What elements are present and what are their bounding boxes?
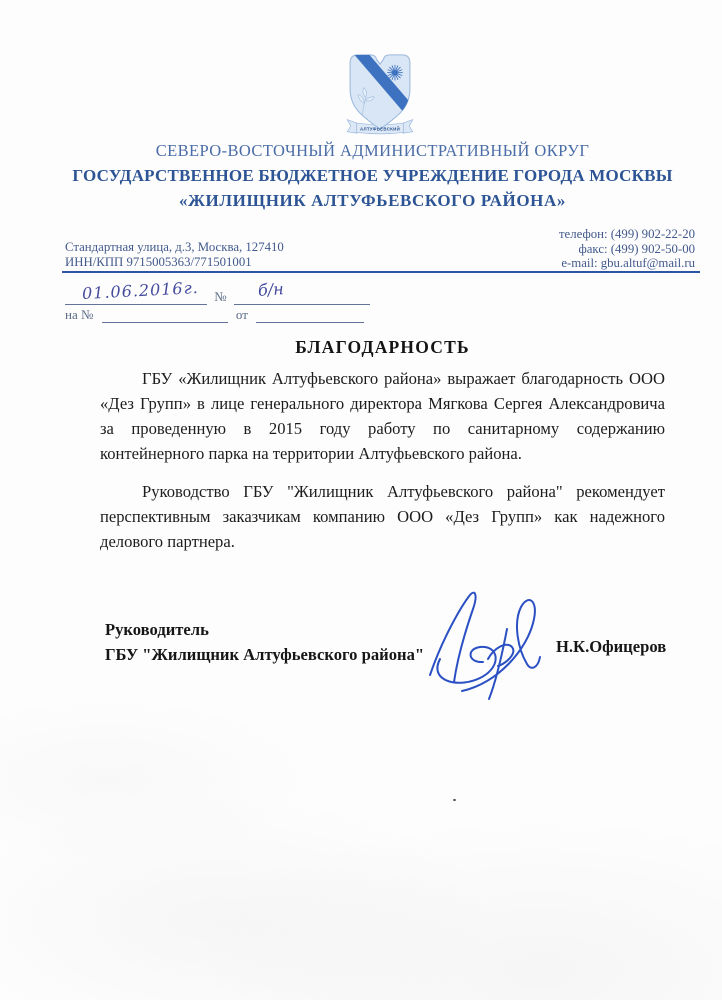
signer-position-line1: Руководитель bbox=[105, 620, 209, 639]
district-coat-of-arms-icon bbox=[334, 52, 426, 136]
handwritten-date: 01.06.2016г. bbox=[81, 277, 200, 304]
address-line: Стандартная улица, д.3, Москва, 127410 bbox=[65, 240, 284, 254]
organization-name: «ЖИЛИЩНИК АЛТУФЬЕВСКОГО РАЙОНА» bbox=[179, 191, 566, 210]
ribbon-right-fold bbox=[403, 120, 413, 134]
email-line: e-mail: gbu.altuf@mail.ru bbox=[561, 256, 695, 270]
inn-kpp-line: ИНН/КПП 9715005363/771501001 bbox=[65, 255, 252, 269]
number-underline bbox=[234, 288, 370, 305]
number-label: № bbox=[214, 289, 227, 304]
reply-number-underline bbox=[102, 306, 228, 323]
contacts-block bbox=[559, 227, 695, 271]
fax-line: факс: (499) 902-50-00 bbox=[578, 241, 695, 256]
letter-body bbox=[100, 366, 665, 567]
paragraph: Руководство ГБУ "Жилищник Алтуфьевского района" рекомендует перспективным заказчикам компанию ООО «Дез Групп» как надежного делового партнера. bbox=[100, 482, 665, 551]
requisites-block bbox=[65, 227, 695, 271]
scan-speck bbox=[453, 799, 456, 801]
ribbon-left-fold bbox=[347, 120, 357, 134]
handwritten-signature-icon bbox=[410, 587, 560, 702]
letterhead bbox=[30, 141, 715, 211]
document-title: БЛАГОДАРНОСТЬ bbox=[295, 337, 470, 357]
address-block bbox=[65, 240, 284, 271]
paragraph: ГБУ «Жилищник Алтуфьевского района» выражает благодарность ООО «Дез Групп» в лице генерального директора Мягкова Сергея Александровича за проведенную в 2015 году работу по санитарному содержанию контейнерного парка на территории Алтуфьевского района. bbox=[100, 369, 665, 463]
from-date-underline bbox=[256, 306, 364, 323]
reply-reference-row bbox=[65, 306, 364, 323]
ribbon-label: АЛТУФЬЕВСКИЙ bbox=[359, 126, 401, 132]
header-divider bbox=[62, 271, 700, 273]
signer-name: Н.К.Офицеров bbox=[556, 637, 667, 656]
sunburst-icon bbox=[387, 65, 403, 81]
district-name: СЕВЕРО-ВОСТОЧНЫЙ АДМИНИСТРАТИВНЫЙ ОКРУГ bbox=[155, 141, 590, 160]
signature-block bbox=[105, 617, 665, 667]
handwritten-number: б/н bbox=[257, 279, 285, 300]
phone-line: телефон: (499) 902-22-20 bbox=[558, 227, 695, 241]
reply-label: на № bbox=[65, 307, 94, 322]
signer-position-line2: ГБУ "Жилищник Алтуфьевского района" bbox=[105, 645, 425, 664]
from-label: от bbox=[235, 307, 248, 322]
institution-name: ГОСУДАРСТВЕННОЕ БЮДЖЕТНОЕ УЧРЕЖДЕНИЕ ГОРОДА МОСКВЫ bbox=[72, 166, 673, 185]
